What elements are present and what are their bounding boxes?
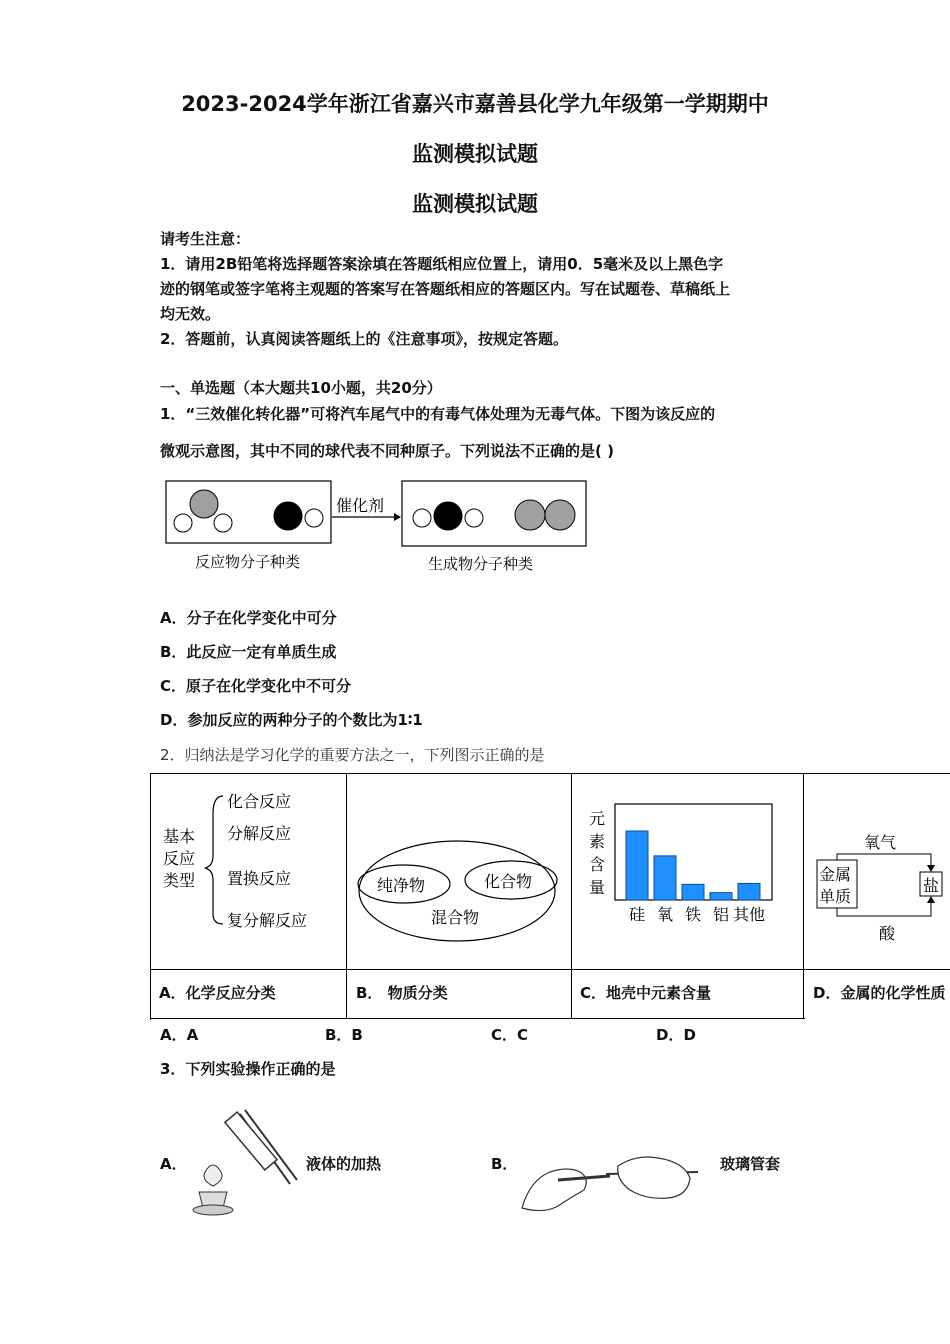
q1-option-d: D．参加反应的两种分子的个数比为1∶1 [160,711,423,729]
chart-ylabel-1: 元 [589,809,606,828]
white-atom [214,514,232,532]
panel-a-item-1: 化合反应 [227,792,292,811]
category-label-3: 铝 [712,905,730,924]
panel-d-left-1: 金属 [819,865,852,884]
bar-3 [710,893,732,900]
panel-c-chart [572,774,802,968]
panel-a-left-1: 基本 [163,827,196,846]
bar-0 [626,831,648,900]
panel-a-left-3: 类型 [163,871,196,890]
left-hand [522,1169,586,1211]
exam-title-line1: 2023-2024学年浙江省嘉兴市嘉善县化学九年级第一学期期中 [181,92,769,116]
bar-2 [682,884,704,900]
top-arrow-head [927,865,935,872]
lamp-base [193,1205,233,1215]
white-atom [305,509,323,527]
bar-4 [738,883,760,900]
gray-atom [545,500,575,530]
white-atom [413,509,431,527]
panel-d-bottom: 酸 [879,924,896,943]
notice-item1-c: 均无效。 [160,305,221,323]
arrow-head [394,513,401,521]
panel-a-item-3: 置换反应 [227,869,292,888]
notice-item1-a: 1．请用2B铅笔将选择题答案涂填在答题纸相应位置上，请用0．5毫米及以上黑色字 [160,255,724,273]
q2-table-divider [150,969,950,970]
panel-c-caption: C．地壳中元素含量 [580,984,712,1002]
panel-d-caption: D．金属的化学性质 [813,984,946,1002]
panel-d-left-2: 单质 [819,887,852,906]
q1-option-a: A．分子在化学变化中可分 [160,609,337,627]
panel-b-inner-left: 纯净物 [377,876,426,895]
chart-ylabel-2: 素 [589,832,606,851]
right-hand [618,1157,690,1198]
q1-reaction-figure [160,475,600,585]
exam-title-line3: 监测模拟试题 [412,192,538,216]
panel-a-diagram [151,774,345,968]
q2-answer-c: C．C [491,1026,529,1044]
panel-d-right: 盐 [923,876,940,895]
q3-option-b-letter: B． [491,1155,518,1173]
product-label: 生成物分子种类 [428,555,534,573]
category-label-0: 硅 [628,905,646,924]
bottom-arrow-head [927,896,935,903]
reactant-box [166,481,331,543]
curly-brace [205,796,223,924]
section1-heading: 一、单选题（本大题共10小题，共20分） [160,379,442,397]
category-label-4: 其他 [732,905,766,924]
panel-b-inner-right: 化合物 [484,872,533,891]
glass-tube-figure [518,1150,703,1220]
black-atom [434,502,462,530]
panel-a-left-2: 反应 [163,849,196,868]
gray-atom [515,500,545,530]
notice-item1-b: 迹的钢笔或签字笔将主观题的答案写在答题纸相应的答题区内。写在试题卷、草稿纸上 [160,280,731,298]
category-label-1: 氧 [656,905,674,924]
gray-atom [190,490,218,518]
white-atom [465,509,483,527]
q2-table-bottom [150,1018,805,1019]
flame [204,1165,222,1186]
category-label-2: 铁 [684,905,702,924]
panel-b-diagram [347,774,571,968]
q2-answer-b: B．B [325,1026,363,1044]
reactant-label: 反应物分子种类 [195,553,301,571]
notice-item2: 2．答题前，认真阅读答题纸上的《注意事项》，按规定答题。 [160,330,568,348]
q2-stem: 2．归纳法是学习化学的重要方法之一，下列图示正确的是 [160,746,545,764]
q3-stem: 3．下列实验操作正确的是 [160,1060,336,1078]
panel-a-item-2: 分解反应 [227,824,292,843]
q1-stem-a: 1．“三效催化转化器”可将汽车尾气中的有毒气体处理为无毒气体。下图为该反应的 [160,405,716,423]
white-atom [174,514,192,532]
chart-ylabel-3: 含 [589,855,606,874]
panel-a-caption: A．化学反应分类 [159,984,276,1002]
exam-title-line2: 监测模拟试题 [412,142,538,166]
panel-d-diagram [804,774,950,968]
black-atom [274,502,302,530]
panel-d-top: 氧气 [864,833,897,852]
panel-b-outer: 混合物 [431,908,480,927]
bottom-arrow [837,902,931,916]
q2-answer-d: D．D [656,1026,696,1044]
q1-option-b: B．此反应一定有单质生成 [160,643,337,661]
panel-a-item-4: 复分解反应 [227,911,308,930]
liquid-heating-figure [185,1100,305,1220]
q2-answer-a: A．A [160,1026,199,1044]
panel-b-caption: B． 物质分类 [356,984,448,1002]
q1-stem-b: 微观示意图，其中不同的球代表不同种原子。下列说法不正确的是( ) [160,442,614,460]
catalyst-label: 催化剂 [336,496,385,515]
q3-option-a-text: 液体的加热 [306,1155,382,1173]
bar-1 [654,856,676,900]
q3-option-b-text: 玻璃管套 [720,1155,781,1173]
notice-heading: 请考生注意： [160,230,251,248]
q3-option-a-letter: A． [160,1155,187,1173]
chart-ylabel-4: 量 [589,878,606,897]
q1-option-c: C．原子在化学变化中不可分 [160,677,352,695]
